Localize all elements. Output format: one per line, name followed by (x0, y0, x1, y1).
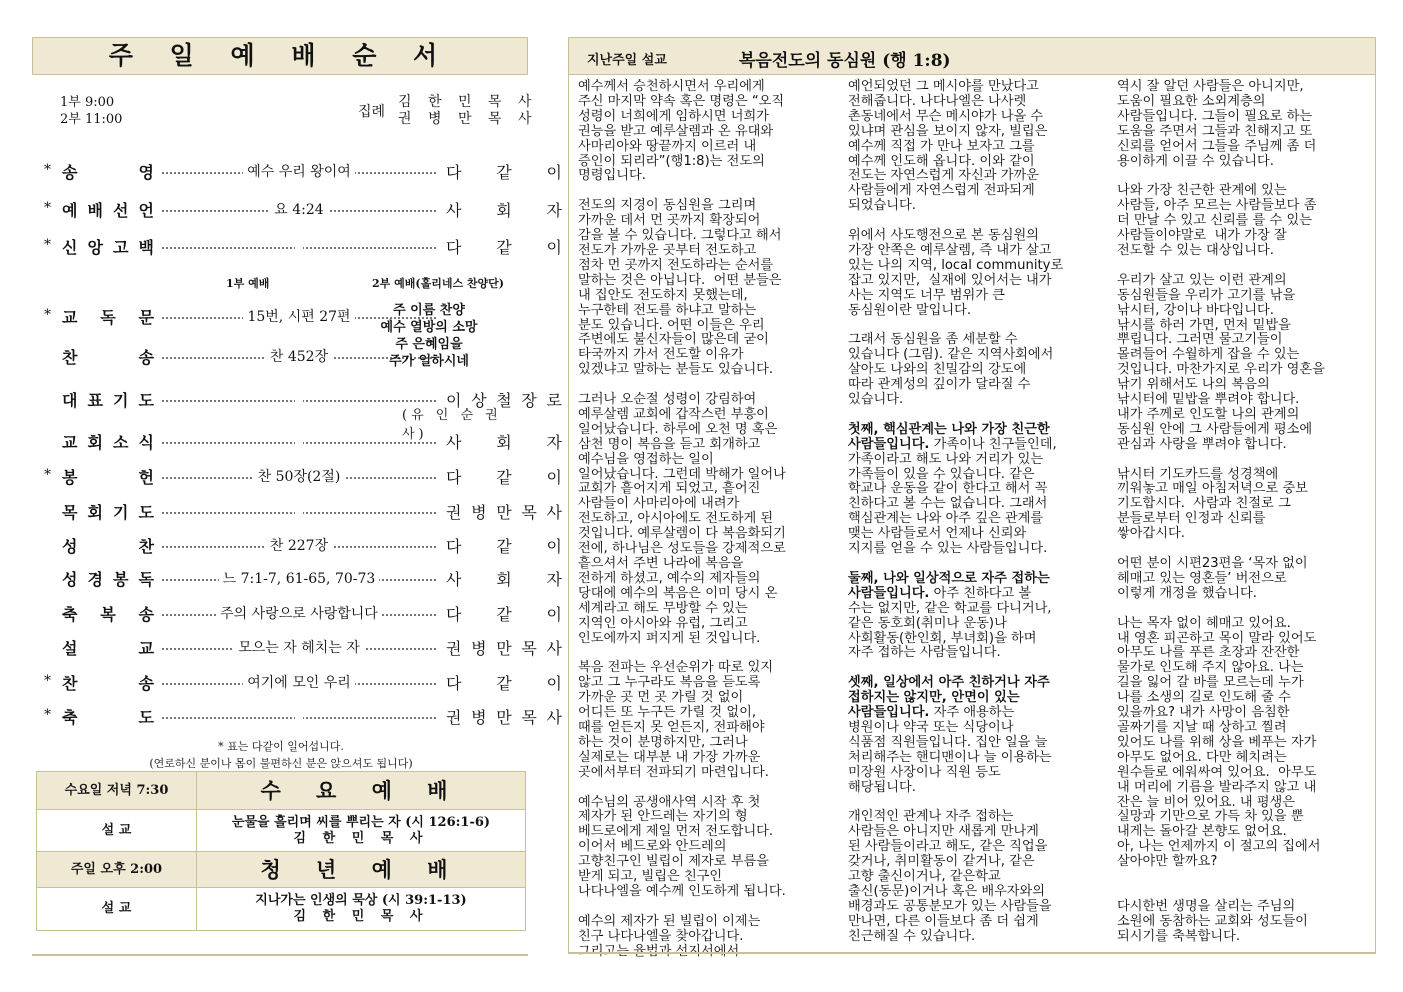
order-item-name: 대 표 기 도 (62, 391, 154, 410)
order-item-name: 교 독 문 (62, 308, 154, 327)
standing-note: * 표는 다같이 일어섭니다. (218, 740, 344, 753)
stand-marker: * (44, 200, 51, 216)
order-row (44, 198, 562, 224)
order-item-name: 신 앙 고 백 (62, 238, 154, 257)
stand-marker: * (44, 467, 51, 483)
wednesday-time: 수요일 저녁 7:30 (37, 772, 197, 810)
order-row (44, 602, 562, 628)
order-item-name: 교 회 소 식 (62, 433, 154, 452)
first-service-time: 1부 9:00 (60, 95, 115, 110)
gathering-pastor-2: 권 병 만 목 사 (398, 111, 538, 127)
order-item-name: 찬 송 (62, 348, 154, 367)
youth-pastor: 김 한 민 목 사 (293, 909, 429, 924)
order-item-name: 목 회 기 도 (62, 503, 154, 522)
praise-song-2: 예수 열방의 소망 (380, 320, 478, 335)
order-row (44, 465, 562, 491)
order-of-worship-title: 주 일 예 배 순 서 (32, 37, 528, 75)
service2-label: 2부 예배(홀리네스 찬양단) (372, 277, 504, 290)
sermon-header (568, 37, 1376, 75)
gathering-label: 집례 (358, 104, 386, 120)
order-item-detail: 찬 452장 (162, 346, 436, 366)
order-item-detail (162, 236, 436, 252)
order-row (44, 636, 562, 662)
stand-marker: * (44, 237, 51, 253)
order-row (44, 705, 562, 731)
order-item-name: 설 교 (62, 639, 154, 658)
order-row (44, 160, 562, 186)
order-item-detail: 찬 50장(2절) (162, 466, 436, 486)
order-item-detail: 주의 사랑으로 사랑합니다 (162, 603, 436, 623)
seated-note: (연로하신 분이나 몸이 불편하신 분은 앉으셔도 됩니다) (149, 757, 413, 770)
second-service-time: 2부 11:00 (60, 112, 123, 127)
praise-song-4: 주가 일하시네 (389, 354, 469, 369)
sermon-column-2: 예언되었던 그 메시야를 만났다고 전해줍니다. 나다나엘은 나사렛 촌동네에서 무슨 메시야가 나올 수 있냐며 관심을 보이지 않자, 빌립은 예수께 직접 가 만나 보자고 그를 예수께 인도해 옵니다. 이와 같이 전도는 자연스럽게 자신과 가까운 사람들에게 자연스럽게 전파되게 되었습니다. 위에서 사도행전으로 본 동심원의 가장 안쪽은 예루살렘, 즉 내가 살고 있는 나의 지역, local community로 잡고 있지만, 실재에 있어서는 내가 사는 지역도 너무 범위가 큰 동심원이란 말입니다. 그래서 동심원을 좀 세분할 수 있습니다 (그림). 같은 지역사회에서 살아도 나와의 친밀감의 강도에 따라 관계성의 깊이가 달라질 수 있습니다. 첫째, 핵심관계는 나와 가장 친근한 사람들입니다. 가족이나 친구들인데, 가족이라고 해도 나와 거리가 있는 가족들이 있을 수 있습니다. 같은 학교나 운동을 같이 한다고 해서 꼭 친하다고 볼 수는 없습니다. 그래서 핵심관계는 나와 아주 깊은 관계를 맺는 사람들로서 언제나 신뢰와 지지를 얻을 수 있는 사람들입니다. 둘째, 나와 일상적으로 자주 접하는 사람들입니다. 아주 친하다고 볼 수는 없지만, 같은 학교를 다니거나, 같은 동호회(취미나 운동)나 사회활동(한인회, 부녀회)을 하며 자주 접하는 사람들입니다. 셋째, 일상에서 아주 친하거나 자주 접하지는 않지만, 안면이 있는 사람들입니다. 자주 애용하는 병원이나 약국 또는 식당이나 식품점 직원들입니다. 집안 일을 늘 처리해주는 핸디맨이나 늘 이용하는 미장원 사장이나 직원 등도 해당됩니다. 개인적인 관계나 자주 접하는 사람들은 아니지만 새롭게 만나게 된 사람들이라고 해도, 같은 직업을 갖거나, 취미활동이 같거나, 같은 고향 출신이거나, 같은학교 출신(동문)이거나 혹은 배우자와의 배경과도 공통분모가 있는 사람들을 만나면, 다른 이들보다 좀 더 쉽게 친근해질 수 있습니다. (848, 79, 1064, 944)
right-bottom-rule (568, 952, 1376, 954)
stand-marker: * (44, 307, 51, 323)
order-item-leader: 사 회 자 (446, 433, 562, 452)
order-row (44, 534, 562, 560)
order-item-detail (162, 706, 436, 722)
order-item-leader: 권 병 만 목 사 (446, 639, 562, 658)
order-item-name: 송 영 (62, 163, 154, 182)
prayer-second-person: (유 인 순 권사) (402, 408, 502, 442)
praise-team-songs (364, 302, 494, 370)
order-row (44, 500, 562, 526)
order-item-detail (162, 389, 436, 405)
wednesday-sermon-title: 눈물을 흘리며 씨를 뿌리는 자 (시 126:1-6) (231, 815, 491, 830)
order-item-name: 축 복 송 (62, 605, 154, 624)
youth-sermon (197, 888, 525, 930)
order-item-leader: 다 같 이 (446, 468, 562, 487)
order-item-name: 봉 헌 (62, 468, 154, 487)
praise-song-1: 주 이름 찬양 (393, 303, 465, 318)
youth-sermon-label: 설 교 (37, 888, 197, 930)
order-item-detail: 요 4:24 (162, 199, 436, 219)
order-item-name: 찬 송 (62, 674, 154, 693)
last-sunday-label: 지난주일 설교 (587, 53, 667, 68)
order-row (44, 671, 562, 697)
order-item-leader: 사 회 자 (446, 201, 562, 220)
youth-sermon-title: 지나가는 인생의 묵상 (시 39:1-13) (255, 893, 467, 908)
wednesday-pastor: 김 한 민 목 사 (293, 831, 429, 846)
order-item-name: 축 도 (62, 708, 154, 727)
order-item-detail: 예수 우리 왕이여 (162, 161, 436, 181)
stand-marker: * (44, 673, 51, 689)
order-item-leader: 이 상 철 장 로 (446, 391, 562, 410)
youth-title: 청 년 예 배 (197, 852, 525, 888)
order-item-leader: 권 병 만 목 사 (446, 503, 562, 522)
order-item-detail (162, 501, 436, 517)
stand-marker: * (44, 162, 51, 178)
order-item-leader: 다 같 이 (446, 238, 562, 257)
youth-time: 주일 오후 2:00 (37, 852, 197, 888)
order-item-leader: 다 같 이 (446, 163, 562, 182)
wednesday-sermon (197, 810, 525, 852)
service1-label: 1부 예배 (226, 277, 270, 290)
wednesday-title: 수 요 예 배 (197, 772, 525, 810)
wednesday-sermon-label: 설 교 (37, 810, 197, 852)
order-item-detail: 찬 227장 (162, 535, 436, 555)
stand-marker: * (44, 707, 51, 723)
order-item-detail (162, 431, 436, 447)
order-item-detail: 모으는 자 헤치는 자 (162, 637, 436, 657)
order-row (44, 567, 562, 593)
order-item-name: 예 배 선 언 (62, 201, 154, 220)
other-services-table (36, 771, 526, 931)
sermon-title: 복음전도의 동심원 (행 1:8) (739, 51, 951, 71)
order-item-detail: 여기에 모인 우리 (162, 672, 436, 692)
praise-song-3: 주 은혜임을 (395, 337, 463, 352)
sermon-column-1: 예수께서 승천하시면서 우리에게 주신 마지막 약속 혹은 명령은 “오직 성령이 너희에게 임하시면 너희가 권능을 받고 예루살렘과 온 유대와 사마리아와 땅끝까지 이르러 내 증인이 되리라”(행1:8)는 전도의 명령입니다. 전도의 지경이 동심원을 그리며 가까운 데서 먼 곳까지 확장되어 감을 볼 수 있습니다. 그렇다고 해서 전도가 가까운 곳부터 전도하고 점차 먼 곳까지 전도하라는 순서를 말하는 것은 아닙니다. 어떤 분들은 내 집안도 전도하지 못했는데, 누구한테 전도를 하냐고 말하는 분도 있습니다. 어떤 이들은 우리 주변에도 불신자들이 많은데 굳이 타국까지 가서 전도할 이유가 있겠냐고 말하는 분들도 있습니다. 그러나 오순절 성령이 강림하여 예루살렘 교회에 갑작스런 부흥이 일어났습니다. 하루에 오천 명 혹은 삼천 명이 복음을 듣고 회개하고 예수님을 영접하는 일이 일어났습니다. 그런데 박해가 일어나 교회가 흩어지게 되었고, 흩어진 사람들이 사마리아에 내려가 전도하고, 아시아에도 전도하게 된 것입니다. 예루살렘이 다 복음화되기 전에, 하나님은 성도들을 강제적으로 흩으셔서 주변 나라에 복음을 전하게 하셨고, 예수의 제자들의 당대에 예수의 복음은 이미 당시 온 세계라고 해도 무방할 수 있는 지역인 아시아와 유럽, 그리고 인도에까지 퍼지게 된 것입니다. 복음 전파는 우선순위가 따로 있지 않고 그 누구라도 복음을 듣도록 가까운 곳 먼 곳 가릴 것 없이 어디든 또 누구든 가릴 것 없이, 때를 얻든지 못 얻든지, 전파해야 하는 것이 분명하지만, 그러나 실제로는 대부분 내 가장 가까운 곳에서부터 전파되기 마련입니다. 예수님의 공생애사역 시작 후 첫 제자가 된 안드레는 자기의 형 베드로에게 제일 먼저 전도합니다. 이어서 베드로와 안드레의 고향친구인 빌립이 제자로 부름을 받게 되고, 빌립은 친구인 나다나엘을 예수께 인도하게 됩니다. 예수의 제자가 된 빌립이 이제는 친구 나다나엘을 찾아갑니다. 그리고는 율법과 선지서에서 (578, 79, 786, 959)
order-item-leader: 사 회 자 (446, 570, 562, 589)
gathering-pastor-1: 김 한 민 목 사 (398, 94, 538, 110)
order-item-leader: 다 같 이 (446, 605, 562, 624)
order-item-detail: 느 7:1-7, 61-65, 70-73 (162, 568, 436, 588)
order-row (44, 235, 562, 261)
order-item-name: 성 경 봉 독 (62, 570, 154, 589)
sermon-column-3: 역시 잘 알던 사람들은 아니지만, 도움이 필요한 소외계층의 사람들입니다. 그들이 필요로 하는 도움을 주면서 그들과 친해지고 또 신뢰를 얻어서 그들을 주님께 좀 더 용이하게 이끌 수 있습니다. 나와 가장 친근한 관계에 있는 사람들, 아주 모르는 사람들보다 좀 더 만날 수 있고 신뢰를 를 수 있는 사람들이야말로 내가 가장 잘 전도할 수 있는 대상입니다. 우리가 살고 있는 이런 관계의 동심원들을 우리가 고기를 낚을 낚시터, 강이나 바다입니다. 낚시를 하러 가면, 먼저 밑밥을 뿌립니다. 그러면 물고기들이 몰려들어 수월하게 잡을 수 있는 것입니다. 마찬가지로 우리가 영혼을 낚기 위해서도 나의 복음의 낚시터에 밑밥을 뿌려야 합니다. 내가 주께로 인도할 나의 관계의 동심원 안에 그 사람들에게 평소에 관심과 사랑을 뿌려야 합니다. 낚시터 기도카드를 성경책에 끼워놓고 매일 아침저녁으로 중보 기도합시다. 사람과 친절로 그 분들로부터 인정과 신뢰를 쌓아갑시다. 어떤 분이 시편23편을 ‘목자 없이 헤매고 있는 영혼들’ 버전으로 이렇게 개정을 했습니다. 나는 목자 없이 헤매고 있어요. 내 영혼 피곤하고 목이 말라 있어도 아무도 나를 푸른 초장과 잔잔한 물가로 인도해 주지 않아요. 나는 길을 잃어 갈 바를 모르는데 누가 나를 소생의 길로 인도해 줄 수 있을까요? 내가 사망이 음침한 골짜기를 지날 때 상하고 찔려 있어도 나를 위해 상을 베푸는 자가 아무도 없어요. 다만 헤치려는 원수들로 에워싸여 있어요. 아무도 내 머리에 기름을 발라주지 않고 내 잔은 늘 비어 있어요. 내 평생은 실망과 기만으로 가득 차 있을 뿐 내게는 돌아갈 본향도 없어요. 아, 나는 언제까지 이 절고의 집에서 살아야만 할까요? 다시한번 생명을 살리는 주님의 소원에 동참하는 교회와 성도들이 되시기를 축복합니다. (1117, 79, 1325, 944)
order-item-leader: 다 같 이 (446, 537, 562, 556)
order-item-leader: 권 병 만 목 사 (446, 708, 562, 727)
order-item-name: 성 찬 (62, 537, 154, 556)
left-bottom-rule (32, 954, 528, 956)
order-item-leader: 다 같 이 (446, 674, 562, 693)
order-item-detail: 15번, 시편 27편 (162, 306, 436, 326)
